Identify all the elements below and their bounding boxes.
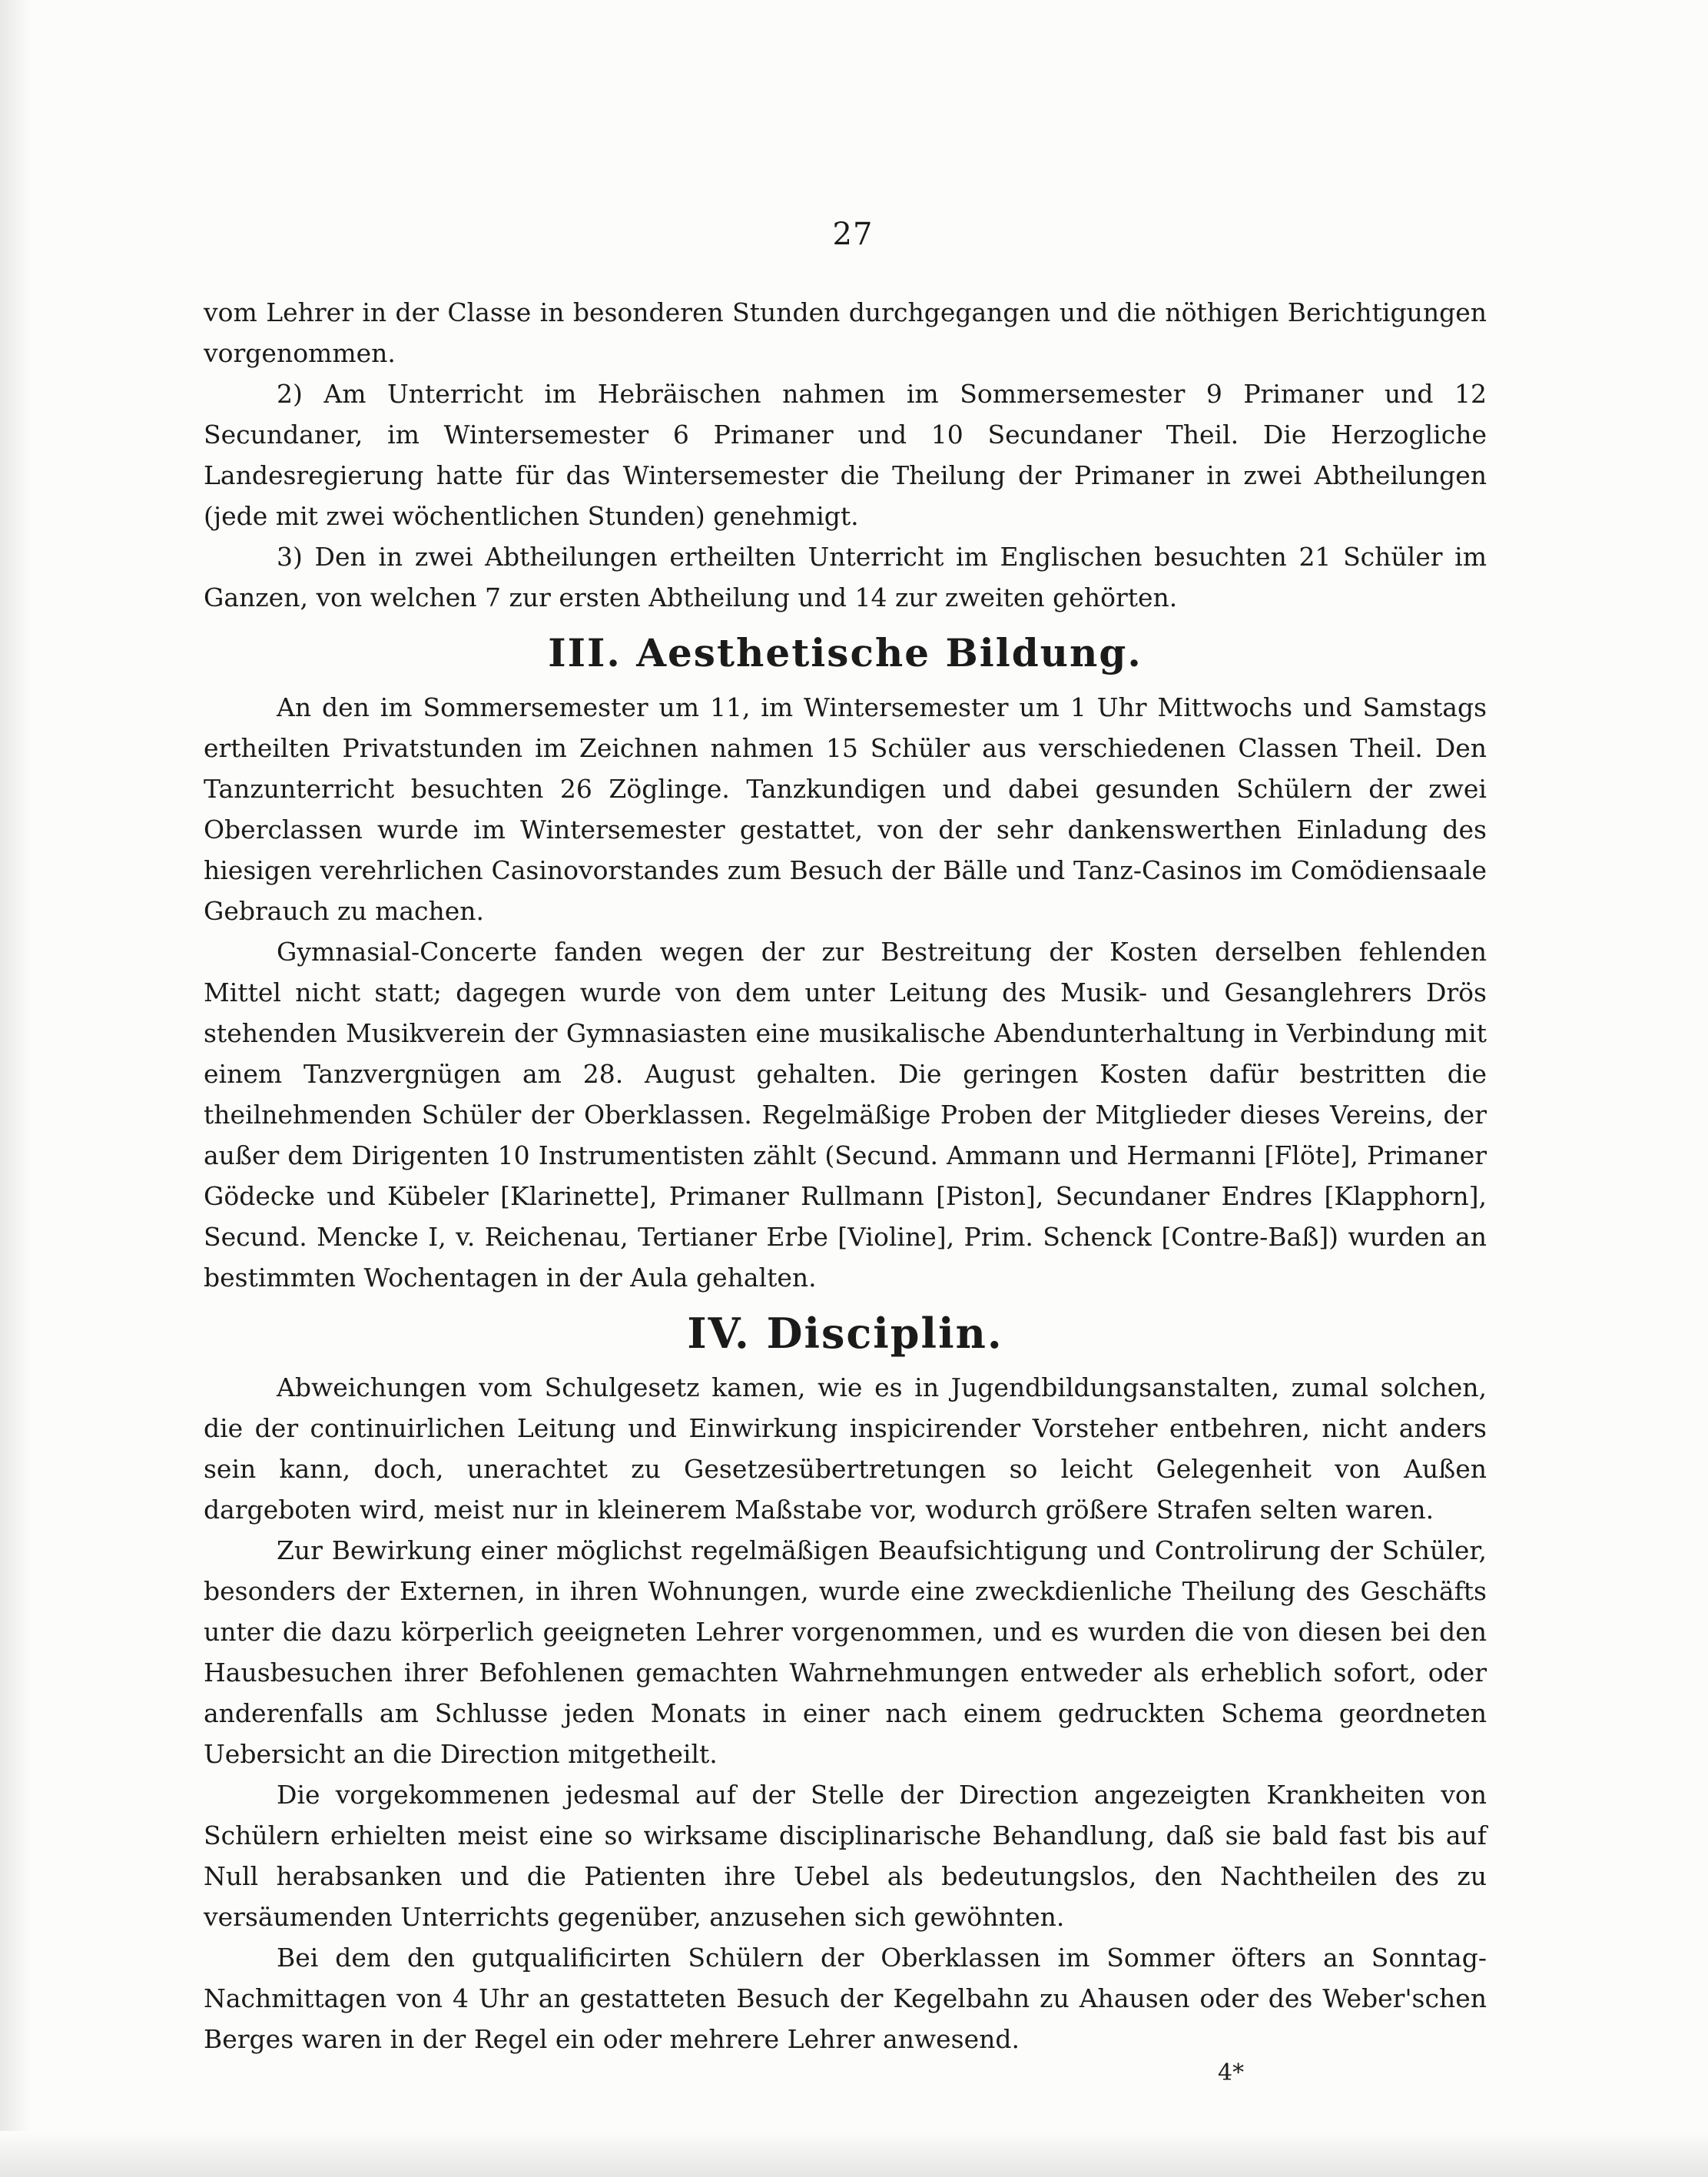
scan-edge-left bbox=[0, 0, 31, 2177]
aesthetic-paragraph-2: Gymnasial-Concerte fanden wegen der zur Bestreitung der Kosten derselben fehlenden Mittel nicht statt; dagegen wurde von dem unter Leitung des Musik- und Gesanglehrers Drös stehenden Musikverein der Gymnasiasten eine musikalische Abendunterhaltung in Verbindung mit einem Tanzvergnügen am 28. August gehalten. Die geringen Kosten dafür bestritten die theilnehmenden Schüler der Oberklassen. Regelmäßige Proben der Mitglieder dieses Vereins, der außer dem Dirigenten 10 Instrumentisten zählt (Secund. Ammann und Hermanni [Flöte], Primaner Gödecke und Kübeler [Klarinette], Primaner Rullmann [Piston], Secundaner Endres [Klapphorn], Secund. Mencke I, v. Reichenau, Tertianer Erbe [Violine], Prim. Schenck [Contre-Baß]) wurden an bestimmten Wochentagen in der Aula gehalten. bbox=[204, 937, 1487, 1293]
continuation-paragraph: vom Lehrer in der Classe in besonderen Stunden durchgegangen und die nöthigen Berichtigungen vorgenommen. bbox=[204, 297, 1487, 368]
signature-mark: 4* bbox=[1218, 2059, 1245, 2086]
section-heading-discipline: IV. Disciplin. bbox=[687, 1309, 1003, 1358]
discipline-paragraph-4: Bei dem den gutqualificirten Schülern der Oberklassen im Sommer öfters an Sonntag-Nachmittagen von 4 Uhr an gestatteten Besuch der Kegelbahn zu Ahausen oder des Weber'schen Berges waren in der Regel ein oder mehrere Lehrer anwesend. bbox=[204, 1943, 1487, 2054]
aesthetic-paragraph-1: An den im Sommersemester um 11, im Wintersemester um 1 Uhr Mittwochs und Samstags ertheilten Privatstunden im Zeichnen nahmen 15 Schüler aus verschiedenen Classen Theil. Den Tanzunterricht besuchten 26 Zöglinge. Tanzkundigen und dabei gesunden Schülern der zwei Oberclassen wurde im Wintersemester gestattet, von der sehr dankenswerthen Einladung des hiesigen verehrlichen Casinovorstandes zum Besuch der Bälle und Tanz-Casinos im Comödiensaale Gebrauch zu machen. bbox=[204, 692, 1487, 926]
list-item-3: 3) Den in zwei Abtheilungen ertheilten Unterricht im Englischen besuchten 21 Schüler im Ganzen, von welchen 7 zur ersten Abtheilung und 14 zur zweiten gehörten. bbox=[204, 542, 1487, 612]
scan-edge-bottom bbox=[0, 2131, 1708, 2177]
discipline-paragraph-3: Die vorgekommenen jedesmal auf der Stelle der Direction angezeigten Krankheiten von Schülern erhielten meist eine so wirksame disciplinarische Behandlung, daß sie bald fast bis auf Null herabsanken und die Patienten ihre Uebel als bedeutungslos, den Nachtheilen des zu versäumenden Unterrichts gegenüber, anzusehen sich gewöhnten. bbox=[204, 1780, 1487, 1932]
discipline-paragraph-2: Zur Bewirkung einer möglichst regelmäßigen Beaufsichtigung und Controlirung der Schüler, besonders der Externen, in ihren Wohnungen, wurde eine zweckdienliche Theilung des Geschäfts unter die dazu körperlich geeigneten Lehrer vorgenommen, und es wurden die von diesen bei den Hausbesuchen ihrer Befohlenen gemachten Wahrnehmungen entweder als erheblich sofort, oder anderenfalls am Schlusse jeden Monats in einer nach einem gedruckten Schema geordneten Uebersicht an die Direction mitgetheilt. bbox=[204, 1535, 1487, 1769]
page-number: 27 bbox=[832, 217, 874, 252]
main-text bbox=[204, 292, 1487, 2059]
list-item-2: 2) Am Unterricht im Hebräischen nahmen im Sommersemester 9 Primaner und 12 Secundaner, im Wintersemester 6 Primaner und 10 Secundaner Theil. Die Herzogliche Landesregierung hatte für das Wintersemester die Theilung der Primaner in zwei Abtheilungen (jede mit zwei wöchentlichen Stunden) genehmigt. bbox=[204, 379, 1487, 531]
section-heading-aesthetic: III. Aesthetische Bildung. bbox=[548, 630, 1143, 675]
discipline-paragraph-1: Abweichungen vom Schulgesetz kamen, wie es in Jugendbildungsanstalten, zumal solchen, die der continuirlichen Leitung und Einwirkung inspicirender Vorsteher entbehren, nicht anders sein kann, doch, unerachtet zu Gesetzesübertretungen so leicht Gelegenheit von Außen dargeboten wird, meist nur in kleinerem Maßstabe vor, wodurch größere Strafen selten waren. bbox=[204, 1372, 1487, 1525]
